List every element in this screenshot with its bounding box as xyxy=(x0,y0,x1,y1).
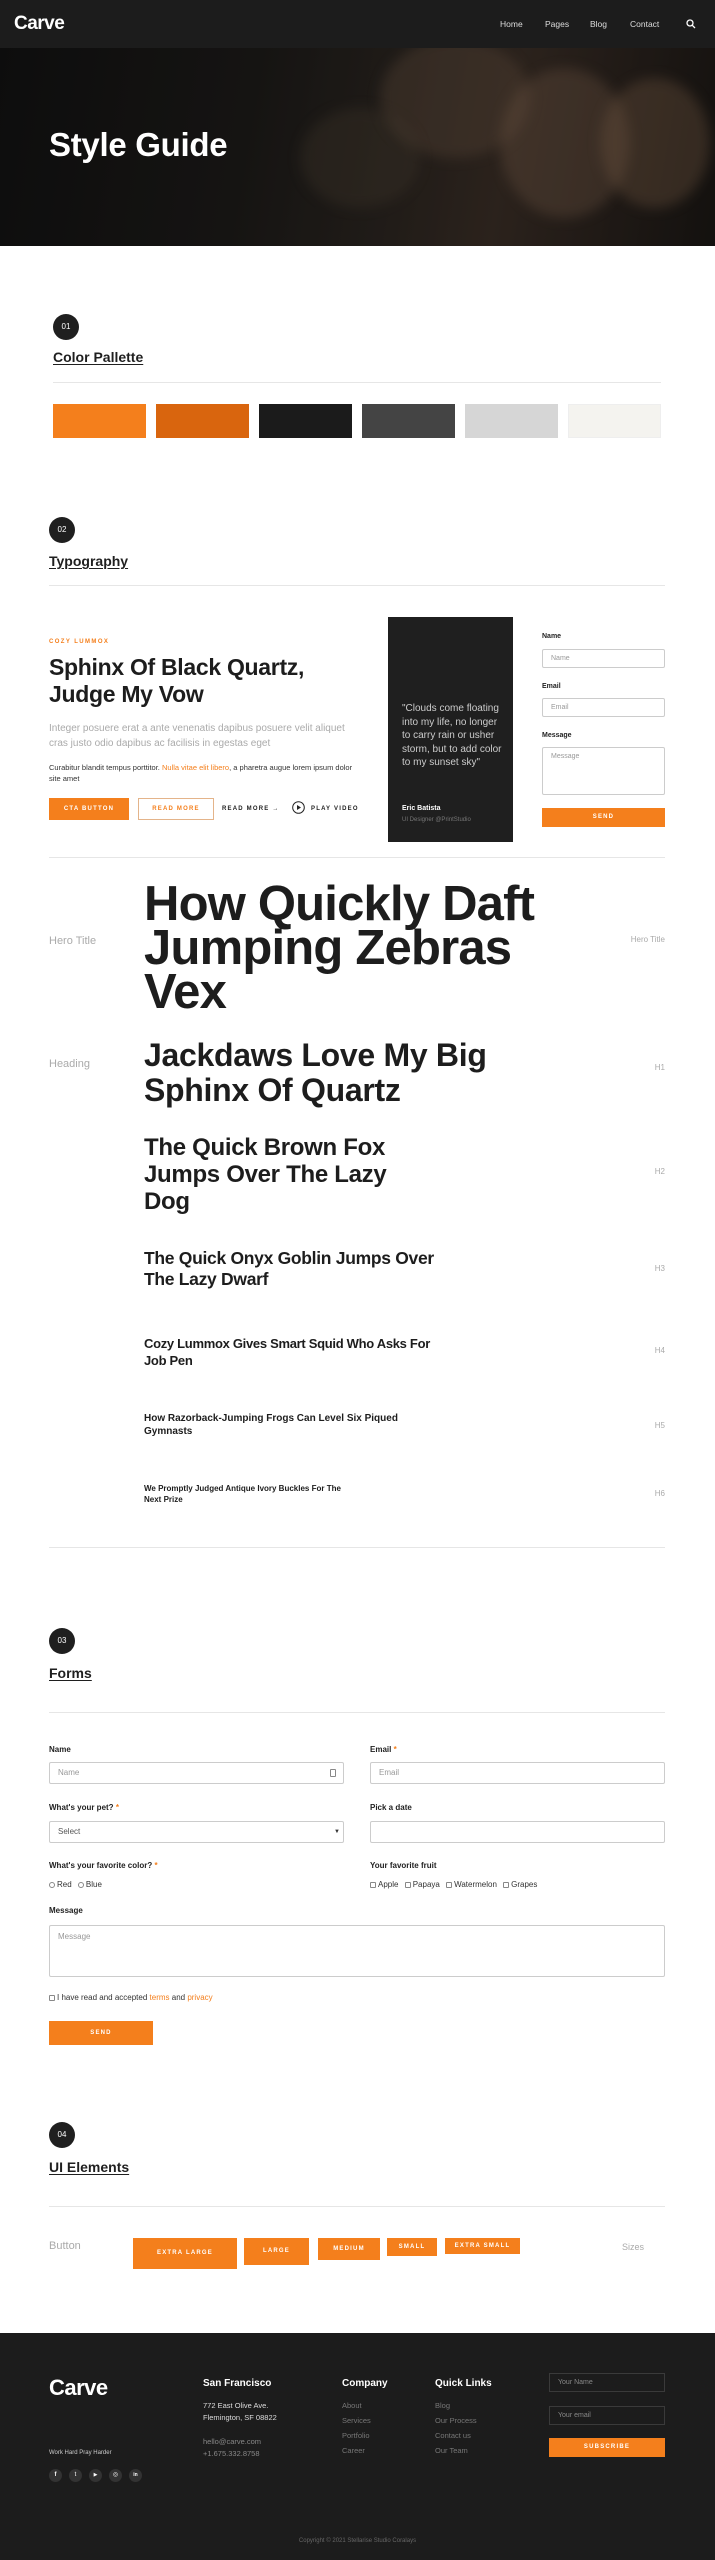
radio-blue-label: Blue xyxy=(85,1880,102,1889)
quote-text: "Clouds come floating into my life, no longer to carry rain or usher storm, but to add color to my sunset sky" xyxy=(402,703,502,768)
body-inline-link[interactable]: Nulla vitae elit libero xyxy=(161,763,230,772)
form-date-label: Pick a date xyxy=(370,1803,412,1812)
body-text: , a pharetra augue lorem ipsum dolor site amet xyxy=(49,763,353,783)
twitter-icon[interactable]: t xyxy=(69,2469,82,2482)
lead-paragraph: Integer posuere erat a ante venenatis dapibus posuere velit aliquet cras justo odio dapibus ac facilisis in egestas eget xyxy=(49,723,345,749)
quote-role: UI Designer @PrintStudio xyxy=(402,817,471,823)
h1-tag: H1 xyxy=(654,1063,665,1072)
nav-link-contact[interactable]: Contact xyxy=(630,19,660,29)
footer-link-blog[interactable]: Blog xyxy=(435,2401,451,2410)
agree-text: and xyxy=(169,1993,188,2002)
footer-quick-title: Quick Links xyxy=(435,2378,492,2389)
footer-tagline: Work Hard Pray Harder xyxy=(49,2450,112,2456)
read-more-link[interactable] xyxy=(222,806,280,812)
form-pet-label-text: What's your pet? xyxy=(49,1803,114,1812)
divider xyxy=(49,1712,665,1713)
footer-link-about[interactable]: About xyxy=(342,2401,362,2410)
swatch-orange xyxy=(53,404,146,438)
form-message-textarea[interactable]: Message xyxy=(49,1925,665,1977)
section-title-forms: Forms xyxy=(49,1665,92,1681)
sizes-label: Sizes xyxy=(622,2242,645,2252)
form-message-label: Message xyxy=(49,1906,83,1915)
checkbox-grapes-label: Grapes xyxy=(511,1880,538,1889)
checkbox-apple-label: Apple xyxy=(378,1880,399,1889)
name-input[interactable]: Name xyxy=(542,649,665,668)
section-number: 03 xyxy=(49,1628,75,1654)
name-label: Name xyxy=(542,633,562,640)
email-label: Email xyxy=(542,683,561,690)
eyebrow-label: COZY LUMMOX xyxy=(49,639,110,645)
h1-sample: Jackdaws Love My Big Sphinx Of Quartz xyxy=(144,1037,487,1108)
checkbox-watermelon[interactable] xyxy=(446,1880,497,1889)
instagram-icon[interactable]: ◎ xyxy=(109,2469,122,2482)
hero-title-sample: How Quickly Daft Jumping Zebras Vex xyxy=(144,877,535,1019)
checkbox-box xyxy=(503,1882,509,1888)
form-date-input[interactable] xyxy=(370,1821,665,1843)
newsletter-name-input[interactable]: Your Name xyxy=(549,2373,665,2392)
page-title: Style Guide xyxy=(49,126,228,163)
agree-checkbox[interactable] xyxy=(49,1993,213,2002)
button-label: Button xyxy=(49,2240,81,2252)
nav-link-home[interactable]: Home xyxy=(500,19,523,29)
section-number: 04 xyxy=(49,2122,75,2148)
terms-link[interactable]: terms xyxy=(149,1993,170,2002)
agree-text: I have read and accepted xyxy=(57,1993,150,2002)
cta-button[interactable]: CTA BUTTON xyxy=(49,798,129,820)
form-pet-select[interactable] xyxy=(49,1821,344,1843)
subscribe-button[interactable]: SUBSCRIBE xyxy=(549,2438,665,2457)
form-send-button[interactable]: SEND xyxy=(49,2021,153,2045)
required-mark: * xyxy=(115,1803,119,1812)
privacy-link[interactable]: privacy xyxy=(187,1993,213,2002)
swatch-dark-gray xyxy=(362,404,455,438)
form-pet-select-value: Select xyxy=(58,1827,81,1836)
checkbox-papaya[interactable] xyxy=(405,1880,440,1889)
form-email-label xyxy=(370,1745,397,1754)
form-name-input[interactable] xyxy=(49,1762,344,1784)
section-title-colors: Color Pallette xyxy=(53,349,144,365)
button-small[interactable]: SMALL xyxy=(387,2238,437,2256)
color-radio-group xyxy=(49,1880,102,1889)
fruit-checkbox-group xyxy=(370,1880,537,1889)
h3-tag: H3 xyxy=(654,1264,665,1273)
body-text: Curabitur blandit tempus porttitor. xyxy=(49,763,162,772)
checkbox-box xyxy=(405,1882,411,1888)
facebook-icon[interactable]: f xyxy=(49,2469,62,2482)
section-number: 02 xyxy=(49,517,75,543)
quote-author: Eric Batista xyxy=(402,805,441,812)
copyright: Copyright © 2021 Stellarise Studio Coralays xyxy=(298,2538,417,2544)
required-mark: * xyxy=(393,1745,397,1754)
play-icon[interactable] xyxy=(292,801,305,814)
form-color-label xyxy=(49,1861,158,1870)
top-navbar xyxy=(0,0,715,48)
divider xyxy=(49,2206,665,2207)
form-pet-label xyxy=(49,1803,119,1812)
footer-address2: Flemington, SF 08822 xyxy=(203,2413,277,2422)
h6-tag: H6 xyxy=(654,1489,665,1498)
footer-link-portfolio[interactable]: Portfolio xyxy=(342,2431,370,2440)
chevron-down-icon: ▼ xyxy=(334,1829,340,1835)
hero-title-tag: Hero Title xyxy=(630,935,665,944)
footer-link-process[interactable]: Our Process xyxy=(435,2416,477,2425)
swatch-black xyxy=(259,404,352,438)
checkbox-grapes[interactable] xyxy=(503,1880,537,1889)
read-more-link-label: READ MORE xyxy=(222,806,270,812)
hero-banner xyxy=(0,48,715,246)
section-number: 01 xyxy=(53,314,79,340)
radio-blue[interactable] xyxy=(78,1880,102,1889)
footer-email[interactable]: hello@carve.com xyxy=(203,2437,262,2446)
footer-link-services[interactable]: Services xyxy=(342,2416,371,2425)
h2-tag: H2 xyxy=(654,1167,665,1176)
form-email-input[interactable]: Email xyxy=(370,1762,665,1784)
h4-sample: Cozy Lummox Gives Smart Squid Who Asks For Job Pen xyxy=(144,1336,430,1368)
divider xyxy=(49,857,665,858)
footer xyxy=(0,2333,715,2560)
quote-card xyxy=(388,617,513,842)
footer-logo[interactable]: Carve xyxy=(49,2375,108,2400)
youtube-icon[interactable]: ▶ xyxy=(89,2469,102,2482)
h6-sample: We Promptly Judged Antique Ivory Buckles For The Next Prize xyxy=(144,1484,341,1504)
radio-circle xyxy=(78,1882,84,1888)
divider xyxy=(49,1547,665,1548)
form-name-label: Name xyxy=(49,1745,71,1754)
form-name-placeholder: Name xyxy=(58,1768,80,1777)
h2-sample: The Quick Brown Fox Jumps Over The Lazy Dog xyxy=(144,1134,387,1215)
body-paragraph xyxy=(49,762,359,784)
footer-company-title: Company xyxy=(342,2378,388,2389)
section-title-typography: Typography xyxy=(49,553,129,569)
nav-link-pages[interactable]: Pages xyxy=(545,19,570,29)
logo[interactable]: Carve xyxy=(14,13,65,34)
message-textarea[interactable]: Message xyxy=(542,747,665,795)
button-large[interactable]: LARGE xyxy=(244,2238,309,2265)
swatch-off-white xyxy=(568,404,661,438)
form-fruit-label: Your favorite fruit xyxy=(370,1861,437,1870)
sample-headline: Sphinx Of Black Quartz, Judge My Vow xyxy=(49,654,305,707)
radio-red[interactable] xyxy=(49,1880,72,1889)
checkbox-box xyxy=(446,1882,452,1888)
swatch-light-gray xyxy=(465,404,558,438)
hero-title-label: Hero Title xyxy=(49,935,97,947)
checkbox-box xyxy=(370,1882,376,1888)
form-color-label-text: What's your favorite color? xyxy=(49,1861,153,1870)
checkbox-watermelon-label: Watermelon xyxy=(454,1880,497,1889)
footer-link-career[interactable]: Career xyxy=(342,2446,365,2455)
divider xyxy=(53,382,661,383)
form-email-label-text: Email xyxy=(370,1745,392,1754)
nav-link-blog[interactable]: Blog xyxy=(590,19,608,29)
footer-link-team[interactable]: Our Team xyxy=(435,2446,468,2455)
read-more-outline-button[interactable]: READ MORE xyxy=(138,798,214,820)
radio-red-label: Red xyxy=(57,1880,72,1889)
checkbox-box xyxy=(49,1995,55,2001)
play-video-link[interactable]: PLAY VIDEO xyxy=(311,806,359,812)
linkedin-icon[interactable]: in xyxy=(129,2469,142,2482)
footer-link-contact[interactable]: Contact us xyxy=(435,2431,471,2440)
newsletter-email-input[interactable]: Your email xyxy=(549,2406,665,2425)
h5-sample: How Razorback-Jumping Frogs Can Level Six Piqued Gymnasts xyxy=(144,1413,398,1437)
button-extra-large[interactable]: EXTRA LARGE xyxy=(133,2238,237,2269)
arrow-right-icon: → xyxy=(272,806,280,812)
h5-tag: H5 xyxy=(654,1421,665,1430)
h4-tag: H4 xyxy=(654,1346,665,1355)
checkbox-apple[interactable] xyxy=(370,1880,398,1889)
footer-phone[interactable]: +1.675.332.8758 xyxy=(203,2449,260,2458)
message-label: Message xyxy=(542,732,572,739)
checkbox-papaya-label: Papaya xyxy=(412,1880,440,1889)
heading-label: Heading xyxy=(49,1058,90,1070)
contact-card-icon xyxy=(330,1769,336,1777)
footer-address1: 772 East Olive Ave. xyxy=(203,2401,269,2410)
email-input[interactable]: Email xyxy=(542,698,665,717)
h3-sample: The Quick Onyx Goblin Jumps Over The Lazy Dwarf xyxy=(144,1248,434,1289)
section-title-ui: UI Elements xyxy=(49,2159,130,2175)
footer-city: San Francisco xyxy=(203,2378,272,2389)
button-medium[interactable]: MEDIUM xyxy=(318,2238,380,2260)
button-extra-small[interactable]: EXTRA SMALL xyxy=(445,2238,520,2254)
divider xyxy=(49,585,665,586)
radio-circle xyxy=(49,1882,55,1888)
social-icons xyxy=(49,2469,142,2482)
swatch-dark-orange xyxy=(156,404,249,438)
required-mark: * xyxy=(154,1861,158,1870)
search-icon[interactable] xyxy=(686,19,696,29)
send-button[interactable]: SEND xyxy=(542,808,665,827)
